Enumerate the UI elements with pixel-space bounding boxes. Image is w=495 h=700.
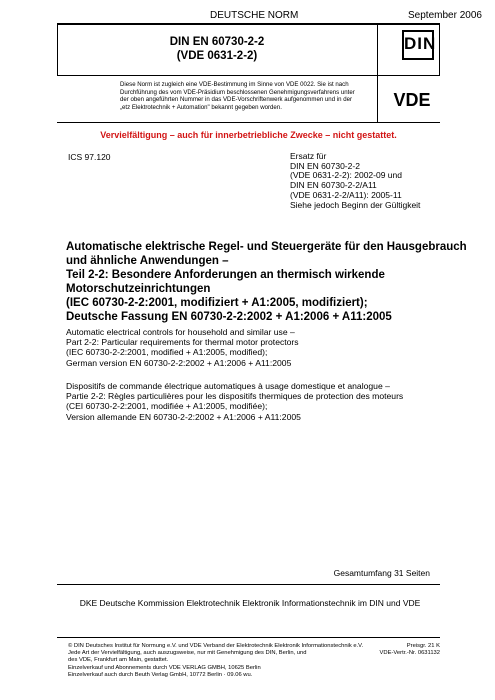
footer-line: Einzelverkauf und Abonnements durch VDE VERLAG GMBH, 10625 Berlin [68, 664, 261, 671]
title-english-line: (IEC 60730-2-2:2001, modified + A1:2005, modified); [66, 347, 268, 358]
replacement-info [290, 152, 420, 210]
title-german-line: Automatische elektrische Regel- und Steuergeräte für den Hausgebrauch [66, 241, 467, 253]
vde-statement-line: Durchführung des vom VDE-Präsidium beschlossenen Genehmigungsverfahrens unter [120, 88, 355, 96]
footer-line: des VDE, Frankfurt am Main, gestattet. [68, 657, 169, 664]
title-german-line: und ähnliche Anwendungen – [66, 255, 229, 267]
replacement-line: DIN EN 60730-2-2/A11 [290, 180, 377, 191]
din-logo: DIN [402, 30, 434, 60]
footer-line: © DIN Deutsches Institut für Normung e.V. und VDE Verband der Elektrotechnik Elektronik Informationstechnik e.V. [68, 643, 364, 649]
vde-statement-line: der oben angeführten Nummer in das VDE-Vorschriftenwerk aufgenommen und in der [120, 96, 353, 104]
title-english [66, 327, 446, 368]
title-english-line: Part 2-2: Particular requirements for thermal motor protectors [66, 337, 299, 348]
title-german-line: (IEC 60730-2-2:2001, modifiziert + A1:2005, modifiziert); [66, 297, 368, 309]
footer-line: Jede Art der Vervielfältigung, auch auszugsweise, nur mit Genehmigung des DIN, Berlin, und [68, 650, 307, 657]
title-english-line: Automatic electrical controls for household and similar use – [66, 327, 295, 337]
vde-statement-line: „etz Elektrotechnik + Automation" bekannt gegeben worden. [120, 103, 282, 111]
vde-number: (VDE 0631-2-2) [176, 50, 258, 62]
title-english-line: German version EN 60730-2-2:2002 + A1:2006 + A11:2005 [66, 357, 292, 368]
title-french-line: Partie 2-2: Règles particulières pour les dispositifs thermiques de protection des moteurs [66, 391, 404, 402]
reproduction-warning: Vervielfältigung – auch für innerbetriebliche Zwecke – nicht gestattet. [100, 130, 397, 140]
vde-logo: VDE [393, 90, 431, 110]
footer-rule [57, 637, 440, 638]
publication-date: September 2006 [408, 10, 482, 21]
title-german-line: Motorschutzeinrichtungen [66, 283, 211, 295]
logo-divider [377, 24, 378, 122]
replacement-line: Siehe jedoch Beginn der Gültigkeit [290, 199, 421, 210]
ics-code: ICS 97.120 [68, 152, 111, 162]
vde-order-number: VDE-Vertr.-Nr. 0631132 [379, 650, 440, 657]
title-french-line: (CEI 60730-2-2:2001, modifiée + A1:2005, modifiée); [66, 401, 268, 412]
standard-type: DEUTSCHE NORM [210, 10, 299, 21]
price-group: Preisgr. 21 K [406, 643, 440, 649]
title-german-line: Deutsche Fassung EN 60730-2-2:2002 + A1:2006 + A11:2005 [66, 311, 392, 323]
title-french-line: Version allemande EN 60730-2-2:2002 + A1:2006 + A11:2005 [66, 411, 301, 422]
dke-line: DKE Deutsche Kommission Elektrotechnik Elektronik Informationstechnik im DIN und VDE [79, 598, 421, 608]
title-french [66, 381, 446, 422]
replacement-line: Ersatz für [290, 151, 327, 161]
title-block-rule [57, 122, 440, 123]
replacement-line: (VDE 0631-2-2/A11): 2005-11 [290, 189, 402, 200]
replacement-line: DIN EN 60730-2-2 [290, 160, 360, 171]
vde-statement-line: Diese Norm ist zugleich eine VDE-Bestimmung im Sinne von VDE 0022. Sie ist nach [120, 81, 349, 88]
replacement-line: (VDE 0631-2-2): 2002-09 und [290, 170, 402, 181]
footer-line: Einzelverkauf auch durch Beuth Verlag GmbH, 10772 Berlin · 09.06 wu. [68, 671, 253, 678]
total-pages: Gesamtumfang 31 Seiten [333, 568, 430, 578]
dke-rule [57, 584, 440, 585]
title-french-line: Dispositifs de commande électrique automatiques à usage domestique et analogue – [66, 381, 390, 391]
price-info [360, 643, 440, 657]
vde-statement [120, 81, 372, 111]
title-german-line: Teil 2-2: Besondere Anforderungen an thermisch wirkende [66, 269, 385, 281]
title-german [66, 240, 467, 324]
copyright-footer [68, 643, 364, 679]
din-number: DIN EN 60730-2-2 [169, 36, 265, 48]
